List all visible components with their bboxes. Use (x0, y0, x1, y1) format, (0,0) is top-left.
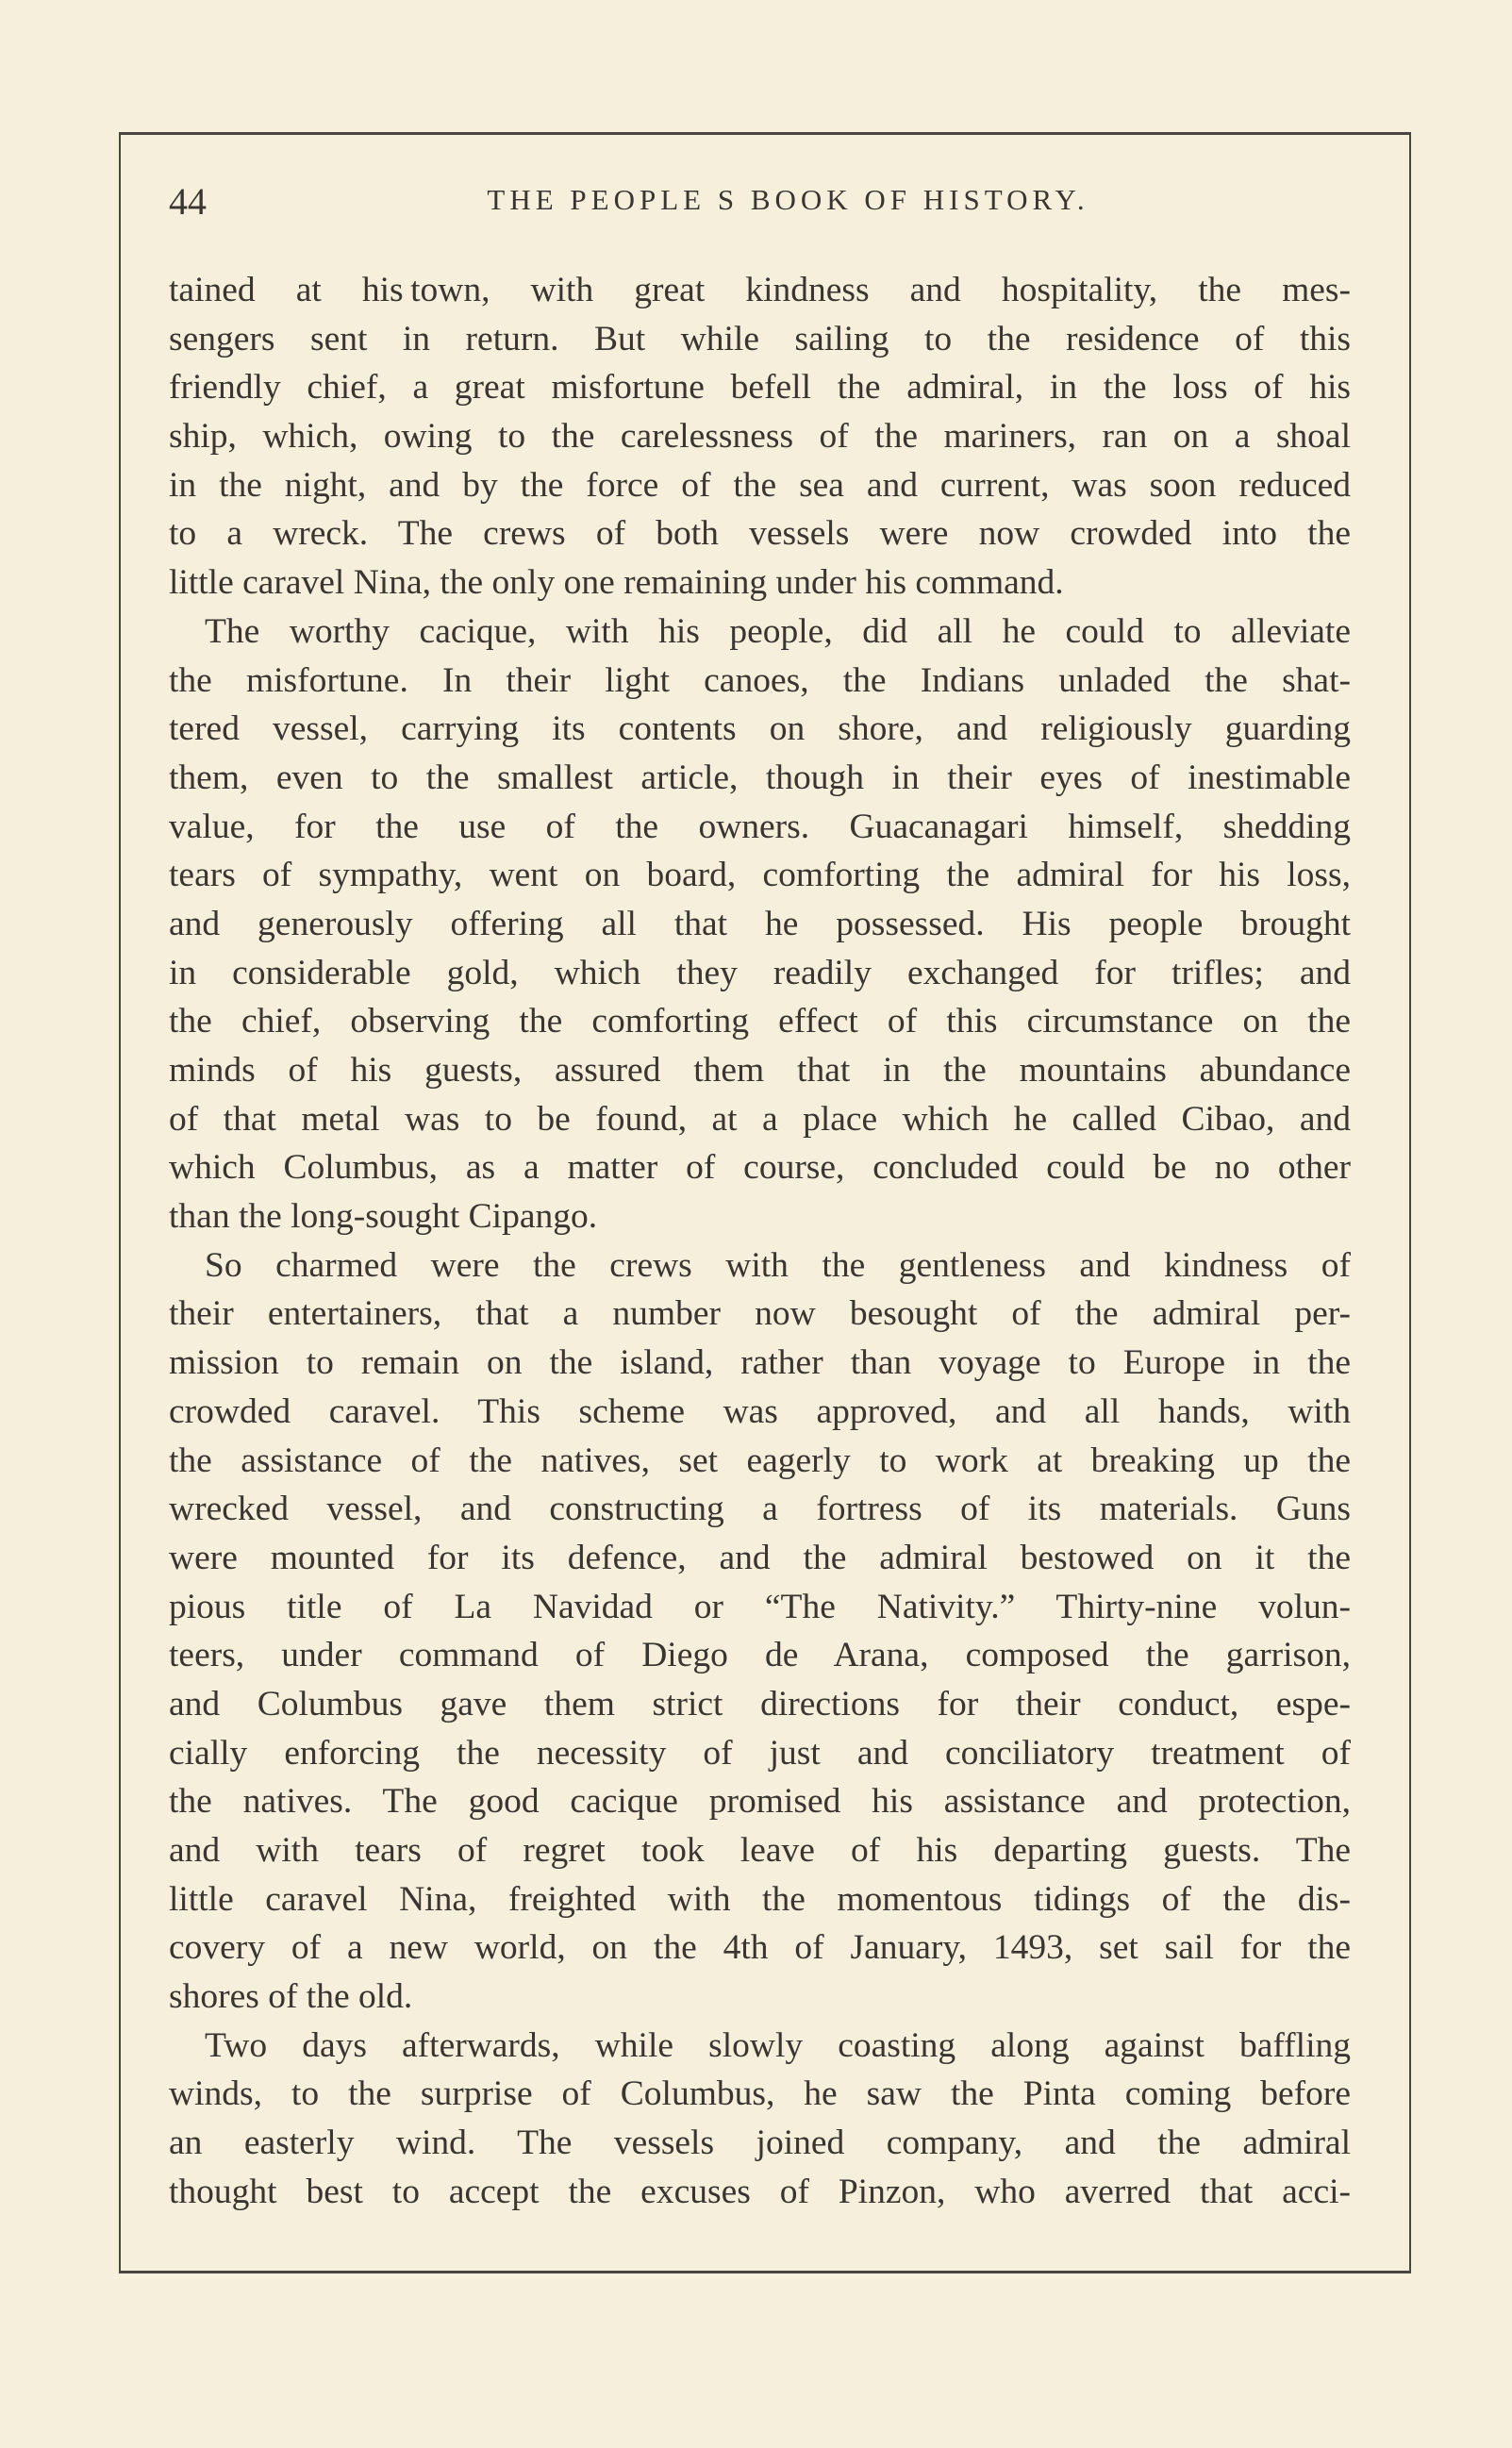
text-line: the misfortune. In their light canoes, the Indians unladed the shat- (169, 660, 1351, 700)
running-title: THE PEOPLE S BOOK OF HISTORY. (487, 183, 1089, 216)
text-line: to a wreck. The crews of both vessels were now crowded into the (169, 514, 1351, 554)
text-line: teers, under command of Diego de Arana, composed the garrison, (169, 1636, 1351, 1675)
text-line: wrecked vessel, and constructing a fortress of its materials. Guns (169, 1490, 1351, 1529)
text-line: an easterly wind. The vessels joined company, and the admiral (169, 2123, 1351, 2163)
paragraph (169, 1241, 1351, 2022)
page-number: 44 (169, 180, 207, 223)
paragraph (169, 2022, 1351, 2217)
text-line: friendly chief, a great misfortune befell the admiral, in the loss of his (169, 368, 1351, 408)
text-line: and generously offering all that he possessed. His people brought (169, 904, 1351, 943)
text-line: thought best to accept the excuses of Pinzon, who averred that acci- (169, 2172, 1351, 2211)
text-line: them, even to the smallest article, though in their eyes of inestimable (169, 758, 1351, 797)
text-line: value, for the use of the owners. Guacanagari himself, shedding (169, 807, 1351, 846)
text-line: than the long-sought Cipango. (169, 1197, 598, 1237)
paragraph (169, 266, 1351, 608)
text-line: pious title of La Navidad or “The Nativity.” Thirty-nine volun- (169, 1587, 1351, 1626)
text-line: and Columbus gave them strict directions for their conduct, espe- (169, 1684, 1351, 1724)
text-line: mission to remain on the island, rather than voyage to Europe in the (169, 1343, 1351, 1383)
text-line: the chief, observing the comforting effect of this circumstance on the (169, 1002, 1351, 1041)
text-line: the assistance of the natives, set eagerly to work at breaking up the (169, 1440, 1351, 1480)
text-line: the natives. The good cacique promised his assistance and protection, (169, 1782, 1351, 1822)
text-line: tered vessel, carrying its contents on shore, and religiously guarding (169, 709, 1351, 749)
text-line: which Columbus, as a matter of course, concluded could be no other (169, 1148, 1351, 1188)
text-line: little caravel Nina, the only one remaining under his command. (169, 563, 1064, 603)
page-header (169, 179, 1351, 226)
paragraph (169, 608, 1351, 1241)
text-line: their entertainers, that a number now besought of the admiral per- (169, 1294, 1351, 1334)
page-body-text (169, 266, 1351, 2217)
text-line: The worthy cacique, with his people, did all he could to alleviate (205, 611, 1351, 651)
text-line: shores of the old. (169, 1977, 413, 2017)
text-line: tears of sympathy, went on board, comforting the admiral for his loss, (169, 856, 1351, 895)
text-line: tained at his town, with great kindness and hospitality, the mes- (169, 271, 1351, 309)
text-line: in the night, and by the force of the sea and current, was soon reduced (169, 465, 1351, 505)
text-line: sengers sent in return. But while sailing to the residence of this (169, 319, 1351, 358)
text-line: Two days afterwards, while slowly coasting along against baffling (205, 2025, 1351, 2065)
text-line: and with tears of regret took leave of his departing guests. The (169, 1831, 1351, 1870)
text-line: were mounted for its defence, and the admiral bestowed on it the (169, 1538, 1351, 1577)
text-line: cially enforcing the necessity of just and conciliatory treatment of (169, 1733, 1351, 1773)
text-line: minds of his guests, assured them that in the mountains abundance (169, 1051, 1351, 1090)
text-line: covery of a new world, on the 4th of January, 1493, set sail for the (169, 1928, 1351, 1968)
text-line: in considerable gold, which they readily exchanged for trifles; and (169, 953, 1351, 992)
text-line: of that metal was to be found, at a place which he called Cibao, and (169, 1099, 1351, 1139)
text-line: little caravel Nina, freighted with the momentous tidings of the dis- (169, 1879, 1351, 1919)
text-line: winds, to the surprise of Columbus, he saw the Pinta coming before (169, 2074, 1351, 2114)
text-line: So charmed were the crews with the gentleness and kindness of (205, 1245, 1351, 1285)
text-line: ship, which, owing to the carelessness of the mariners, ran on a shoal (169, 417, 1351, 457)
text-line: crowded caravel. This scheme was approved, and all hands, with (169, 1391, 1351, 1431)
